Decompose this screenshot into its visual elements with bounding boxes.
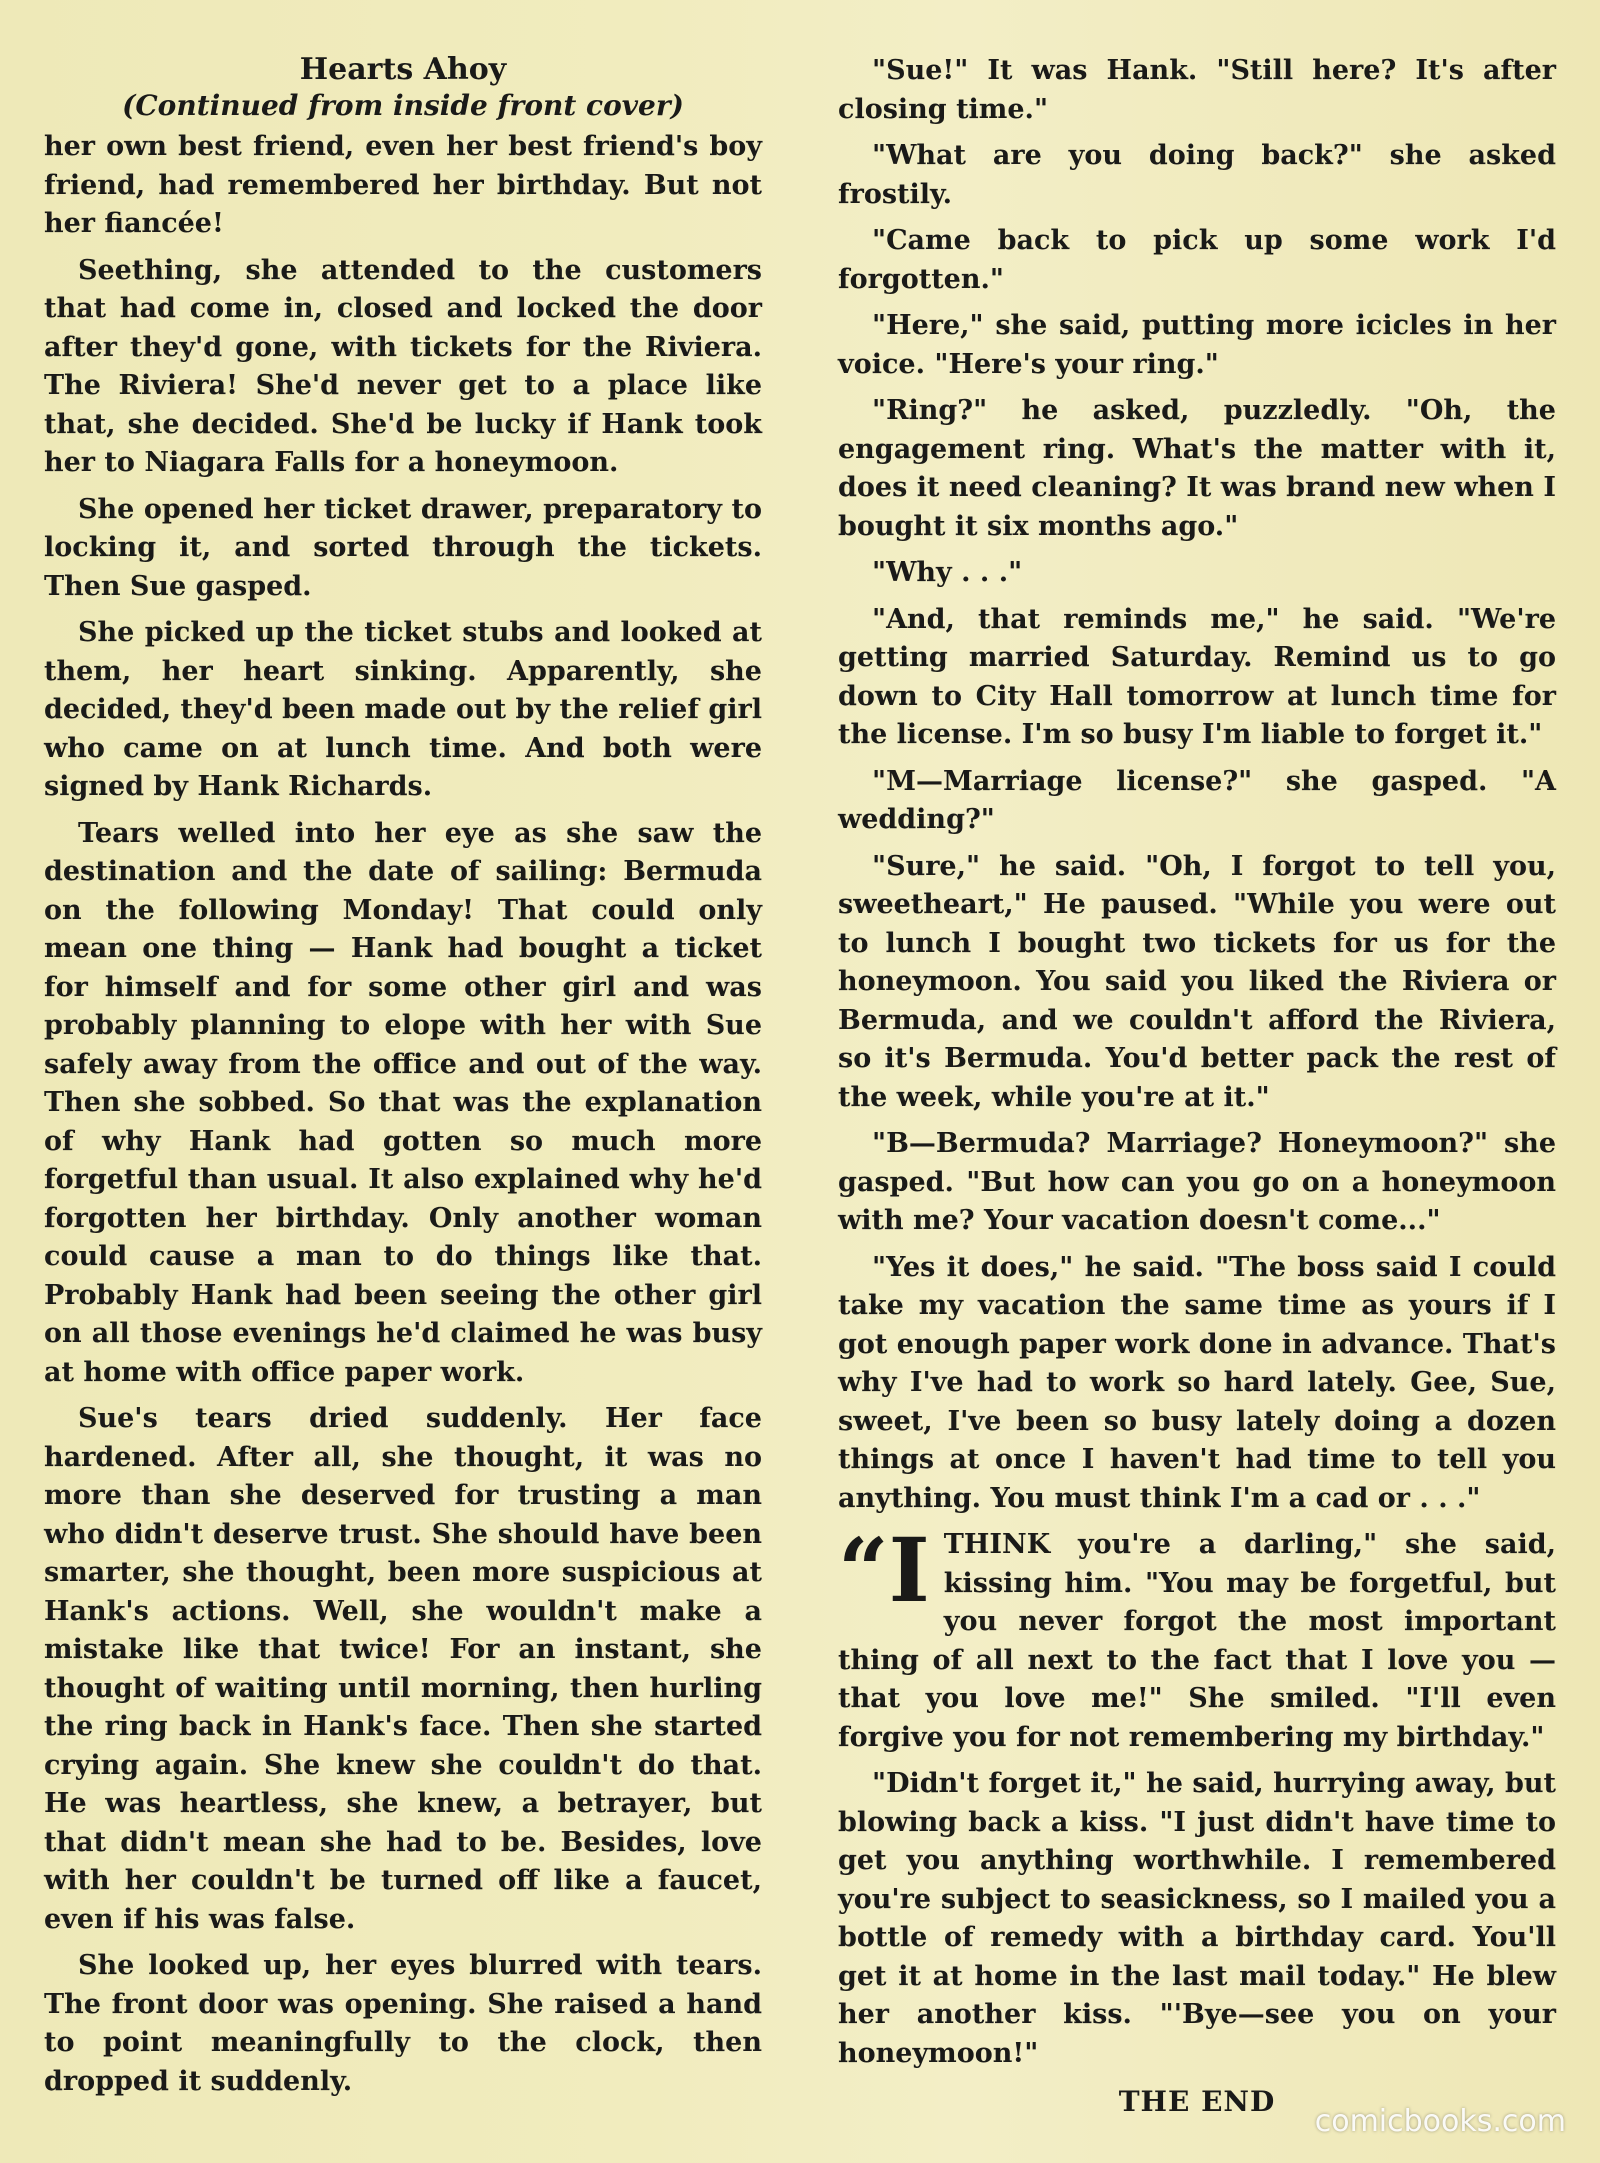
paragraph: "Came back to pick up some work I'd forgotten." xyxy=(838,225,1556,295)
paragraph: "Sure," he said. "Oh, I forgot to tell you, sweetheart," He paused. "While you were out to lunch I bought two tickets for us for the honeymoon. You said you liked the Riviera or Bermuda, and we couldn't afford the Riviera, so it's Bermuda. You'd better pack the rest of the week, while you're at it." xyxy=(838,850,1556,1113)
paragraph: her own best friend, even her best friend's boy friend, had remembered her birthday. But not her fiancée! xyxy=(44,131,762,239)
drop-cap: “I xyxy=(838,1518,930,1622)
paragraph: "Ring?" he asked, puzzledly. "Oh, the engagement ring. What's the matter with it, does it need cleaning? It was brand new when I bought it six months ago." xyxy=(838,395,1556,542)
paragraph: She looked up, her eyes blurred with tears. The front door was opening. She raised a hand to point meaningfully to the clock, then dropped it suddenly. xyxy=(44,1950,762,2097)
paragraph: "B—Bermuda? Marriage? Honeymoon?" she gasped. "But how can you go on a honeymoon with me? Your vacation doesn't come..." xyxy=(838,1128,1556,1236)
paragraph: "Didn't forget it," he said, hurrying away, but blowing back a kiss. "I just didn't have time to get you anything worthwhile. I remembered you're subject to seasickness, so I mailed you a bottle of remedy with a birthday card. You'll get it at home in the last mail today." He blew her another kiss. "'Bye—see you on your honeymoon!" xyxy=(838,1768,1556,2069)
paragraph: "Here," she said, putting more icicles in her voice. "Here's your ring." xyxy=(838,310,1556,380)
paragraph: "M—Marriage license?" she gasped. "A wedding?" xyxy=(838,765,1556,835)
site-watermark: comicbooks.com xyxy=(1314,2104,1566,2139)
right-column xyxy=(838,52,1556,2122)
the-end-label: THE END xyxy=(1118,2085,1276,2118)
dropcap-text: THINK you're a darling," she said, kissing him. "You may be forgetful, but you never forgot the most important thing of all next to the fact that I love you — that you love me!" She smiled. "I'll even forgive you for not remembering my birthday." xyxy=(838,1529,1556,1753)
dropcap-paragraph xyxy=(838,1518,1556,1757)
paragraph: "Why . . ." xyxy=(872,557,1023,588)
paragraph: "And, that reminds me," he said. "We're getting married Saturday. Remind us to go down to City Hall tomorrow at lunch time for the license. I'm so busy I'm liable to forget it." xyxy=(838,603,1556,750)
story-title: Hearts Ahoy xyxy=(299,52,507,87)
paragraph: "What are you doing back?" she asked frostily. xyxy=(838,140,1556,210)
paragraph: She picked up the ticket stubs and looked at them, her heart sinking. Apparently, she decided, they'd been made out by the relief girl who came on at lunch time. And both were signed by Hank Richards. xyxy=(44,617,762,802)
continued-note: (Continued from inside front cover) xyxy=(122,89,684,122)
paragraph: Tears welled into her eye as she saw the destination and the date of sailing: Bermuda on the following Monday! That could only mean one thing — Hank had bought a ticket for himself and for some other girl and was probably planning to elope with her with Sue safely away from the office and out of the way. Then she sobbed. So that was the explanation of why Hank had gotten so much more forgetful than usual. It also explained why he'd forgotten her birthday. Only another woman could cause a man to do things like that. Probably Hank had been seeing the other girl on all those evenings he'd claimed he was busy at home with office paper work. xyxy=(44,817,762,1388)
paragraph: She opened her ticket drawer, preparatory to locking it, and sorted through the tickets. Then Sue gasped. xyxy=(44,493,762,602)
text-columns xyxy=(44,52,1556,2122)
paragraph: "Sue!" It was Hank. "Still here? It's after closing time." xyxy=(838,55,1556,125)
paragraph: Seething, she attended to the customers that had come in, closed and locked the door after they'd gone, with tickets for the Riviera. The Riviera! She'd never get to a place like that, she decided. She'd be lucky if Hank took her to Niagara Falls for a honeymoon. xyxy=(44,254,762,478)
paragraph: Sue's tears dried suddenly. Her face hardened. After all, she thought, it was no more than she deserved for trusting a man who didn't deserve trust. She should have been smarter, she thought, been more suspicious at Hank's actions. Well, she wouldn't make a mistake like that twice! For an instant, she thought of waiting until morning, then hurling the ring back in Hank's face. Then she started crying again. She knew she couldn't do that. He was heartless, she knew, a betrayer, but that didn't mean she had to be. Besides, love with her couldn't be turned off like a faucet, even if his was false. xyxy=(44,1403,762,1935)
left-column xyxy=(44,52,762,2122)
paragraph: "Yes it does," he said. "The boss said I could take my vacation the same time as yours if I got enough paper work done in advance. That's why I've had to work so hard lately. Gee, Sue, sweet, I've been so busy lately doing a dozen things at once I haven't had time to tell you anything. You must think I'm a cad or . . ." xyxy=(838,1251,1556,1514)
